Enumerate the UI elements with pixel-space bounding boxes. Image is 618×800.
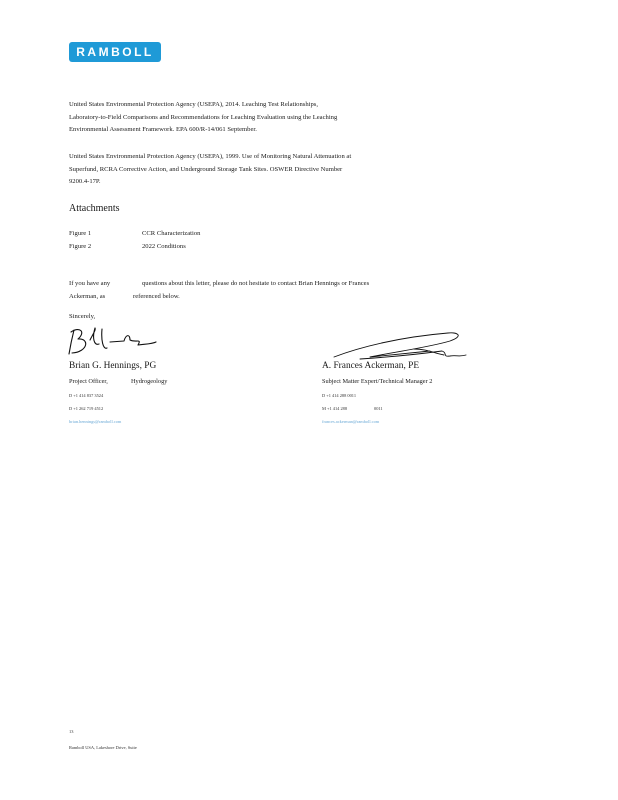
signer-1-title-a: Project Officer,: [69, 378, 108, 385]
signer-1-name: Brian G. Hennings, PG: [69, 361, 157, 371]
ramboll-logo: RAMBOLL: [69, 42, 161, 62]
signer-2-email-link[interactable]: frances.ackerman@ramboll.com: [322, 419, 380, 424]
signature-frances-ackerman: [330, 327, 480, 363]
signer-2-phone-2a: M +1 414 288: [322, 406, 348, 411]
signer-1-phone-2: D +1 262 719 4512: [69, 406, 104, 411]
closing-line-2b: referenced below.: [133, 293, 180, 300]
reference-line: Environmental Assessment Framework. EPA 600/R-14/061 September.: [69, 126, 257, 134]
footer-page-number: 13: [69, 729, 74, 734]
reference-line: Superfund, RCRA Corrective Action, and Underground Storage Tank Sites. OSWER Directive Number: [69, 165, 343, 173]
reference-usepa-1999: [69, 151, 399, 189]
signer-1-title-b: Hydrogeology: [131, 378, 168, 385]
signer-2-name: A. Frances Ackerman, PE: [322, 361, 420, 371]
sincerely-text: Sincerely,: [69, 313, 96, 320]
closing-line-1b: questions about this letter, please do not hesitate to contact Brian Hennings or Frances: [142, 280, 370, 287]
reference-usepa-2014: [69, 99, 399, 137]
reference-line: 9200.4-17P.: [69, 178, 101, 186]
closing-line-1a: If you have any: [69, 280, 111, 287]
reference-line: United States Environmental Protection Agency (USEPA), 2014. Leaching Test Relationships,: [69, 101, 318, 108]
closing-line-2a: Ackerman, as: [69, 293, 106, 300]
attachment-figure-2-title: 2022 Conditions: [142, 243, 186, 250]
reference-line: Laboratory-to-Field Comparisons and Recommendations for Leaching Evaluation using the Leaching: [69, 113, 338, 121]
attachments-heading: Attachments: [69, 203, 120, 214]
signer-2-title: Subject Matter Expert/Technical Manager 2: [322, 378, 433, 385]
signer-1-phone-1: D +1 414 837 3524: [69, 393, 104, 398]
attachment-figure-1-label: Figure 1: [69, 230, 92, 237]
signer-2-phone-1: D +1 414 288 0011: [322, 393, 357, 398]
attachment-figure-1-title: CCR Characterization: [142, 230, 201, 237]
footer-document-reference: Ramboll USA, Lakeshore Drive, Suite: [69, 745, 137, 750]
attachment-figure-2-label: Figure 2: [69, 243, 92, 250]
reference-line: United States Environmental Protection Agency (USEPA), 1999. Use of Monitoring Natural Attenuation at: [69, 153, 352, 160]
signer-1-email-link[interactable]: brian.hennings@ramboll.com: [69, 419, 122, 424]
signer-2-phone-2b: 0011: [374, 406, 383, 411]
signature-brian-hennings: [66, 326, 166, 358]
